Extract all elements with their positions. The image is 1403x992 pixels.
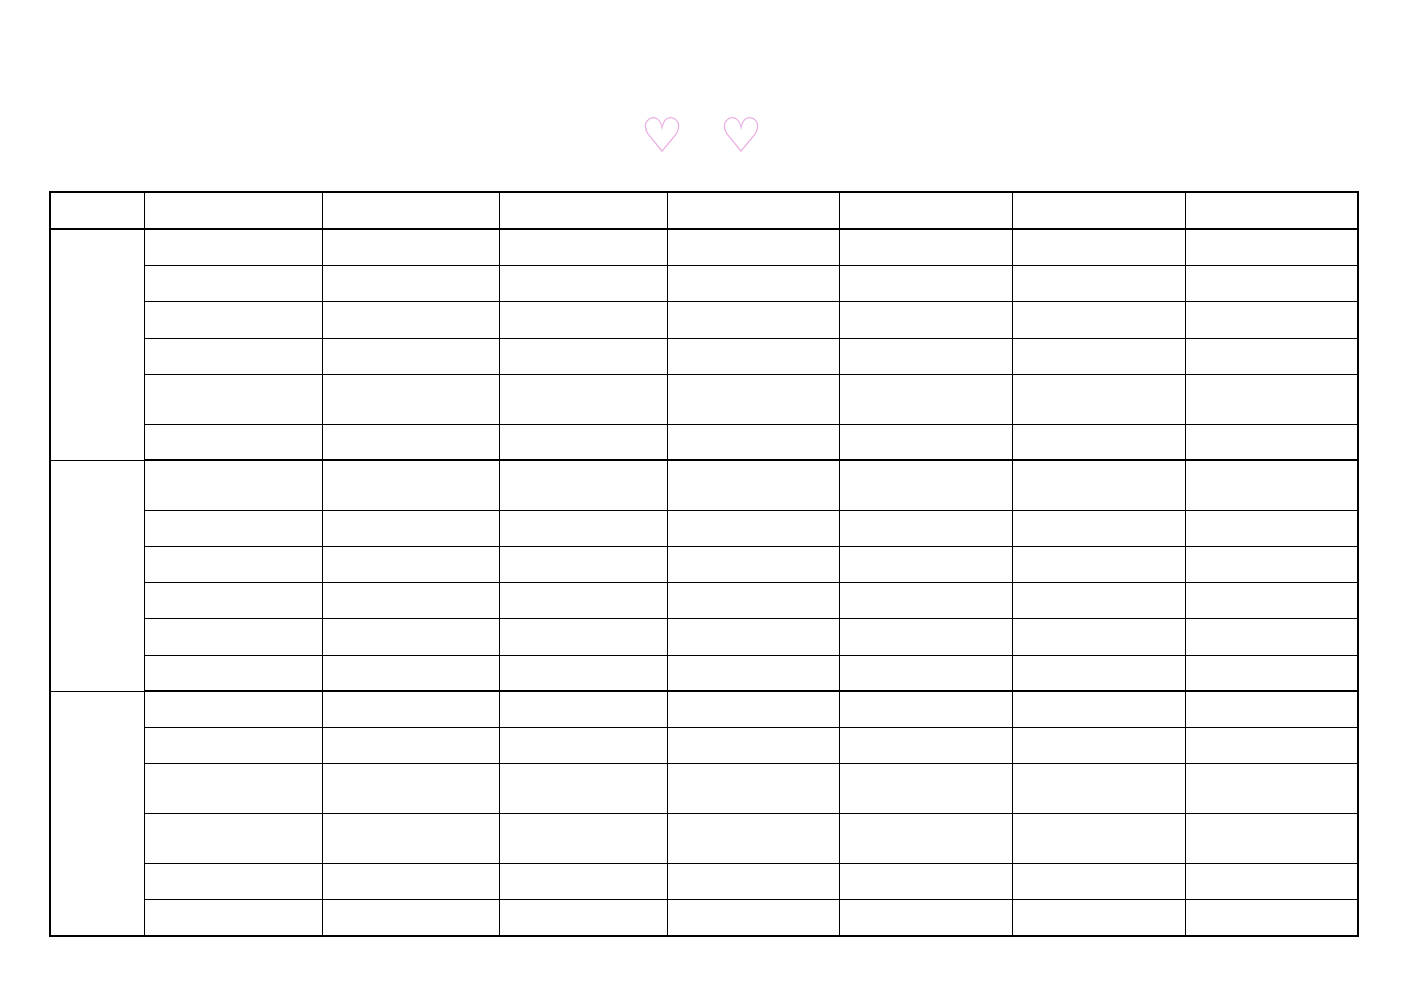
menu-cell bbox=[1185, 266, 1358, 302]
menu-cell bbox=[839, 583, 1012, 619]
menu-cell bbox=[322, 900, 499, 936]
menu-cell bbox=[1185, 424, 1358, 460]
menu-cell bbox=[839, 814, 1012, 864]
menu-cell bbox=[144, 863, 322, 899]
heart-icon: ♡ bbox=[719, 108, 763, 164]
menu-cell bbox=[1012, 728, 1185, 764]
menu-cell bbox=[839, 338, 1012, 374]
menu-cell bbox=[839, 764, 1012, 814]
menu-cell bbox=[144, 460, 322, 510]
table-row bbox=[50, 229, 1358, 265]
table-row bbox=[50, 338, 1358, 374]
menu-cell bbox=[667, 900, 839, 936]
menu-cell bbox=[1012, 900, 1185, 936]
menu-cell bbox=[1185, 655, 1358, 691]
menu-cell bbox=[499, 229, 667, 265]
menu-cell bbox=[499, 302, 667, 338]
menu-cell bbox=[1012, 460, 1185, 510]
menu-cell bbox=[322, 424, 499, 460]
day-header bbox=[1012, 192, 1185, 229]
menu-cell bbox=[1185, 764, 1358, 814]
menu-cell bbox=[1012, 583, 1185, 619]
table-body bbox=[50, 192, 1358, 936]
menu-cell bbox=[322, 510, 499, 546]
menu-cell bbox=[322, 460, 499, 510]
menu-cell bbox=[322, 863, 499, 899]
menu-cell bbox=[667, 583, 839, 619]
menu-cell bbox=[144, 691, 322, 727]
menu-cell bbox=[1185, 338, 1358, 374]
table-row bbox=[50, 814, 1358, 864]
menu-cell bbox=[667, 302, 839, 338]
menu-cell bbox=[1185, 302, 1358, 338]
menu-cell bbox=[1012, 424, 1185, 460]
menu-cell bbox=[1185, 728, 1358, 764]
table-row bbox=[50, 266, 1358, 302]
menu-cell bbox=[1185, 619, 1358, 655]
menu-cell bbox=[839, 374, 1012, 424]
menu-cell bbox=[667, 619, 839, 655]
menu-cell bbox=[839, 655, 1012, 691]
meal-label-breakfast bbox=[50, 229, 144, 460]
menu-cell bbox=[1012, 302, 1185, 338]
menu-cell bbox=[144, 764, 322, 814]
menu-cell bbox=[499, 863, 667, 899]
menu-cell bbox=[144, 302, 322, 338]
menu-cell bbox=[144, 229, 322, 265]
menu-cell bbox=[839, 900, 1012, 936]
day-header bbox=[1185, 192, 1358, 229]
menu-cell bbox=[144, 814, 322, 864]
menu-cell bbox=[1185, 583, 1358, 619]
table-row bbox=[50, 583, 1358, 619]
menu-cell bbox=[667, 229, 839, 265]
menu-cell bbox=[839, 546, 1012, 582]
menu-cell bbox=[322, 546, 499, 582]
menu-cell bbox=[839, 266, 1012, 302]
menu-cell bbox=[1012, 229, 1185, 265]
menu-cell bbox=[667, 546, 839, 582]
meal-label-dinner bbox=[50, 691, 144, 936]
menu-cell bbox=[1012, 546, 1185, 582]
menu-cell bbox=[1185, 374, 1358, 424]
menu-cell bbox=[667, 764, 839, 814]
day-header bbox=[322, 192, 499, 229]
menu-cell bbox=[144, 374, 322, 424]
menu-cell bbox=[1012, 374, 1185, 424]
menu-cell bbox=[322, 266, 499, 302]
menu-cell bbox=[499, 900, 667, 936]
menu-cell bbox=[1185, 863, 1358, 899]
menu-cell bbox=[499, 266, 667, 302]
menu-cell bbox=[499, 546, 667, 582]
menu-cell bbox=[1012, 338, 1185, 374]
menu-cell bbox=[322, 619, 499, 655]
menu-cell bbox=[322, 374, 499, 424]
menu-cell bbox=[499, 691, 667, 727]
menu-cell bbox=[667, 691, 839, 727]
menu-cell bbox=[144, 510, 322, 546]
menu-cell bbox=[499, 728, 667, 764]
menu-cell bbox=[499, 338, 667, 374]
menu-cell bbox=[322, 583, 499, 619]
day-header bbox=[667, 192, 839, 229]
menu-cell bbox=[322, 814, 499, 864]
year-cell bbox=[50, 192, 144, 229]
menu-cell bbox=[499, 619, 667, 655]
table-row bbox=[50, 900, 1358, 936]
heart-icon: ♡ bbox=[640, 108, 684, 164]
menu-cell bbox=[839, 424, 1012, 460]
menu-cell bbox=[322, 728, 499, 764]
menu-cell bbox=[1012, 814, 1185, 864]
menu-cell bbox=[144, 583, 322, 619]
menu-cell bbox=[667, 863, 839, 899]
menu-cell bbox=[839, 691, 1012, 727]
menu-cell bbox=[144, 338, 322, 374]
table-row bbox=[50, 619, 1358, 655]
day-header bbox=[144, 192, 322, 229]
header-row bbox=[50, 192, 1358, 229]
menu-cell bbox=[144, 619, 322, 655]
table-row bbox=[50, 460, 1358, 510]
menu-cell bbox=[499, 460, 667, 510]
menu-cell bbox=[1185, 814, 1358, 864]
menu-cell bbox=[839, 728, 1012, 764]
menu-cell bbox=[499, 583, 667, 619]
menu-cell bbox=[667, 655, 839, 691]
menu-cell bbox=[1185, 229, 1358, 265]
day-header bbox=[839, 192, 1012, 229]
menu-cell bbox=[1185, 460, 1358, 510]
menu-cell bbox=[144, 655, 322, 691]
menu-cell bbox=[322, 302, 499, 338]
menu-cell bbox=[1012, 764, 1185, 814]
menu-cell bbox=[1012, 691, 1185, 727]
menu-cell bbox=[839, 302, 1012, 338]
menu-cell bbox=[322, 764, 499, 814]
menu-cell bbox=[144, 266, 322, 302]
menu-cell bbox=[667, 266, 839, 302]
menu-cell bbox=[499, 374, 667, 424]
day-header bbox=[499, 192, 667, 229]
menu-cell bbox=[1012, 863, 1185, 899]
menu-cell bbox=[322, 691, 499, 727]
menu-cell bbox=[839, 510, 1012, 546]
menu-cell bbox=[499, 814, 667, 864]
table-row bbox=[50, 374, 1358, 424]
menu-cell bbox=[1012, 655, 1185, 691]
menu-cell bbox=[1012, 510, 1185, 546]
menu-cell bbox=[499, 764, 667, 814]
menu-cell bbox=[322, 229, 499, 265]
menu-cell bbox=[499, 510, 667, 546]
menu-cell bbox=[839, 460, 1012, 510]
menu-cell bbox=[144, 900, 322, 936]
menu-cell bbox=[499, 424, 667, 460]
menu-cell bbox=[667, 424, 839, 460]
table-row bbox=[50, 302, 1358, 338]
menu-cell bbox=[1012, 266, 1185, 302]
menu-cell bbox=[667, 374, 839, 424]
menu-cell bbox=[667, 728, 839, 764]
table-row bbox=[50, 863, 1358, 899]
table-row bbox=[50, 691, 1358, 727]
menu-cell bbox=[499, 655, 667, 691]
menu-cell bbox=[1185, 691, 1358, 727]
menu-cell bbox=[1185, 546, 1358, 582]
table-row bbox=[50, 424, 1358, 460]
weekly-menu-table bbox=[49, 191, 1359, 937]
menu-cell bbox=[1185, 900, 1358, 936]
menu-cell bbox=[667, 460, 839, 510]
menu-cell bbox=[839, 619, 1012, 655]
table-row bbox=[50, 764, 1358, 814]
menu-cell bbox=[667, 510, 839, 546]
table-row bbox=[50, 546, 1358, 582]
table-row bbox=[50, 510, 1358, 546]
table-row bbox=[50, 728, 1358, 764]
menu-cell bbox=[144, 424, 322, 460]
menu-cell bbox=[667, 814, 839, 864]
menu-cell bbox=[144, 546, 322, 582]
menu-cell bbox=[667, 338, 839, 374]
menu-cell bbox=[322, 338, 499, 374]
page-title bbox=[0, 108, 1403, 164]
menu-cell bbox=[322, 655, 499, 691]
menu-cell bbox=[1185, 510, 1358, 546]
meal-label-lunch bbox=[50, 460, 144, 691]
menu-cell bbox=[144, 728, 322, 764]
menu-cell bbox=[839, 863, 1012, 899]
menu-cell bbox=[1012, 619, 1185, 655]
menu-cell bbox=[839, 229, 1012, 265]
table-row bbox=[50, 655, 1358, 691]
